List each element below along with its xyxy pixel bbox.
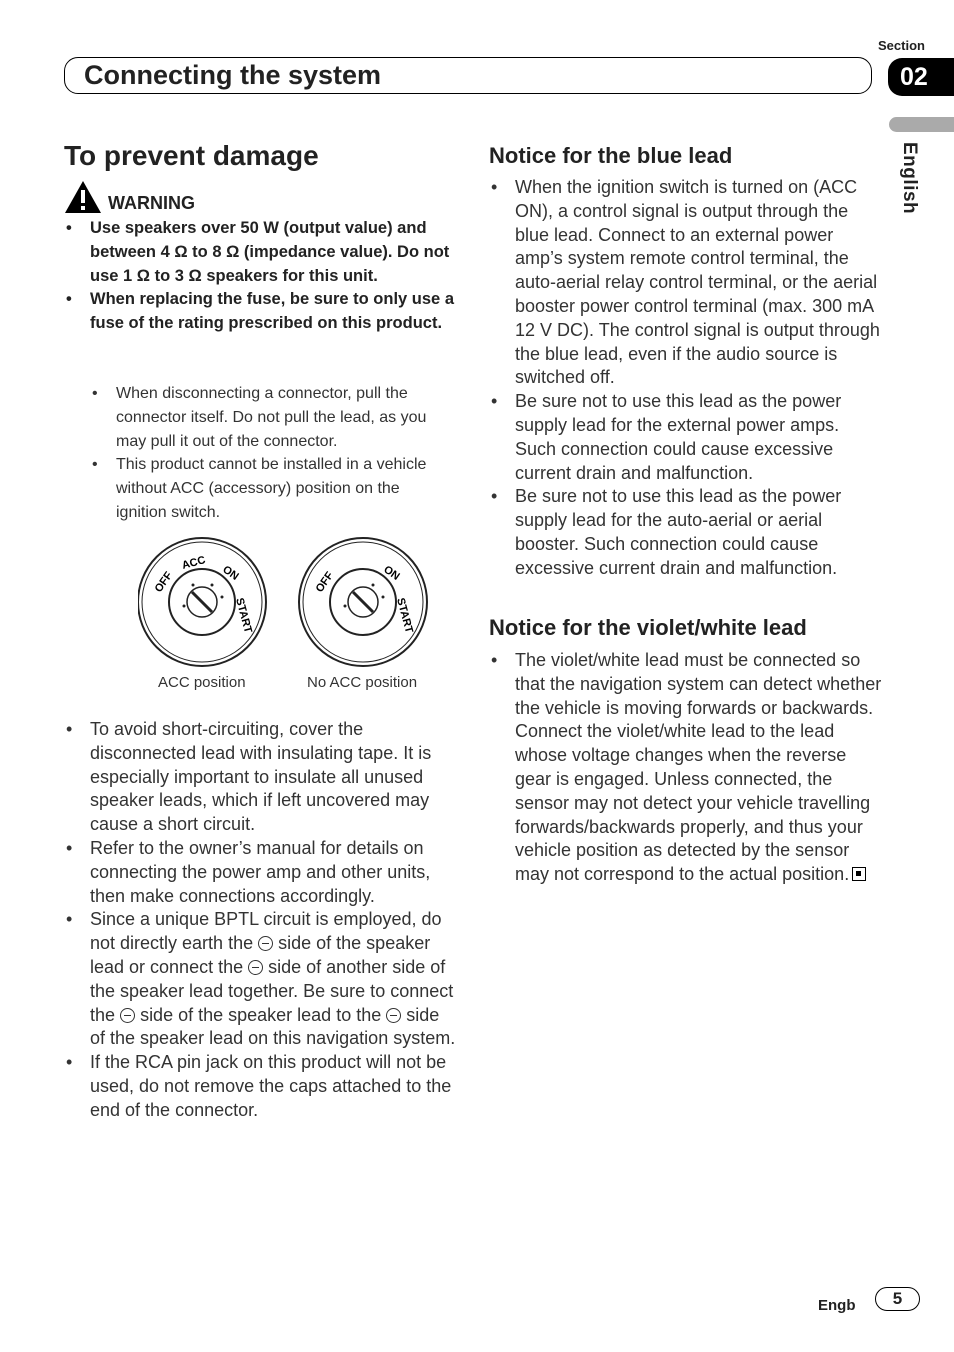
list-item: • Be sure not to use this lead as the power supply lead for the auto-aerial or aerial booster. Such connection could cause excessive current drain and malfunction.: [489, 485, 884, 580]
list-item: • When replacing the fuse, be sure to only use a fuse of the rating prescribed on this product.: [64, 288, 459, 336]
list-item: • Be sure not to use this lead as the power supply lead for the external power amps. Such connection could cause excessive current drain and malfunction.: [489, 390, 884, 485]
switch-label-off: OFF: [152, 569, 176, 595]
blue-lead-heading: Notice for the blue lead: [489, 143, 733, 168]
warning-list: [64, 217, 459, 336]
switch-label-off: OFF: [313, 569, 337, 595]
list-item: • Use speakers over 50 W (output value) and between 4 Ω to 8 Ω (impedance value). Do not use 1 Ω to 3 Ω speakers for this unit.: [64, 217, 459, 288]
language-tab: [889, 117, 954, 132]
section-number-badge: 02: [888, 58, 954, 96]
acc-switch-diagram: [138, 538, 266, 666]
no-acc-switch-diagram: [299, 538, 427, 666]
installation-notes-list: [64, 718, 459, 1123]
warning-heading: [64, 180, 195, 214]
switch-label-start: START: [394, 596, 415, 635]
list-item: • Refer to the owner’s manual for details on connecting the power amp and other units, then make connections accordingly.: [64, 837, 459, 908]
minus-terminal-icon: [120, 1008, 135, 1023]
list-item: • When the ignition switch is turned on (ACC ON), a control signal is output through the blue lead. Connect to an external power amp’s system remote control terminal, the auto-aerial relay control terminal, or the aerial booster power control terminal (max. 300 mA 12 V DC). The control signal is output through the blue lead, even if the audio source is switched off.: [489, 176, 884, 390]
caption-acc-position: ACC position: [158, 674, 246, 691]
language-label: English: [899, 142, 920, 215]
minus-terminal-icon: [258, 936, 273, 951]
caption-no-acc-position: No ACC position: [307, 674, 418, 691]
switch-label-start: START: [233, 596, 254, 635]
warning-triangle-icon: [64, 180, 102, 214]
prevent-damage-heading: To prevent damage: [64, 140, 319, 171]
page-number: 5: [875, 1287, 920, 1311]
footer-language-code: Engb: [818, 1297, 856, 1314]
list-item: • The violet/white lead must be connected so that the navigation system can detect whether the vehicle is moving forwards or backwards. Connect the violet/white lead to the lead whose voltage changes when the reverse gear is engaged. Unless connected, the sensor may not detect your vehicle travelling forwards/backwards properly, and thus your vehicle position as detected by the sensor may not correspond to the actual position.: [489, 649, 884, 887]
section-label: Section: [878, 38, 925, 53]
switch-label-on: ON: [220, 563, 241, 583]
violet-lead-heading: Notice for the violet/white lead: [489, 615, 807, 640]
warning-label: WARNING: [108, 193, 195, 213]
switch-label-acc: ACC: [180, 554, 207, 572]
switch-label-on: ON: [381, 563, 402, 583]
list-item: • To avoid short-circuiting, cover the disconnected lead with insulating tape. It is especially important to insulate all unused speaker leads, which if left uncovered may cause a short circuit.: [64, 718, 459, 837]
minus-terminal-icon: [248, 960, 263, 975]
violet-lead-list: [489, 649, 884, 887]
list-item: • If the RCA pin jack on this product will not be used, do not remove the caps attached to the end of the connector.: [64, 1051, 459, 1122]
list-item-bptl: • Since a unique BPTL circuit is employed, do not directly earth the side of the speaker lead or connect the side of another side of the speaker lead together. Be sure to connect the side of the speaker lead to the side of the speaker lead on this navigation system.: [64, 908, 459, 1051]
page-title: Connecting the system: [84, 60, 382, 90]
ignition-switch-figure: [138, 535, 438, 685]
end-of-section-icon: [852, 867, 866, 881]
list-item: • When disconnecting a connector, pull the connector itself. Do not pull the lead, as you may pull it out of the connector.: [90, 382, 450, 453]
connector-notes-list: [90, 382, 450, 525]
blue-lead-list: [489, 176, 884, 581]
minus-terminal-icon: [386, 1008, 401, 1023]
list-item: • This product cannot be installed in a vehicle without ACC (accessory) position on the ignition switch.: [90, 453, 450, 524]
